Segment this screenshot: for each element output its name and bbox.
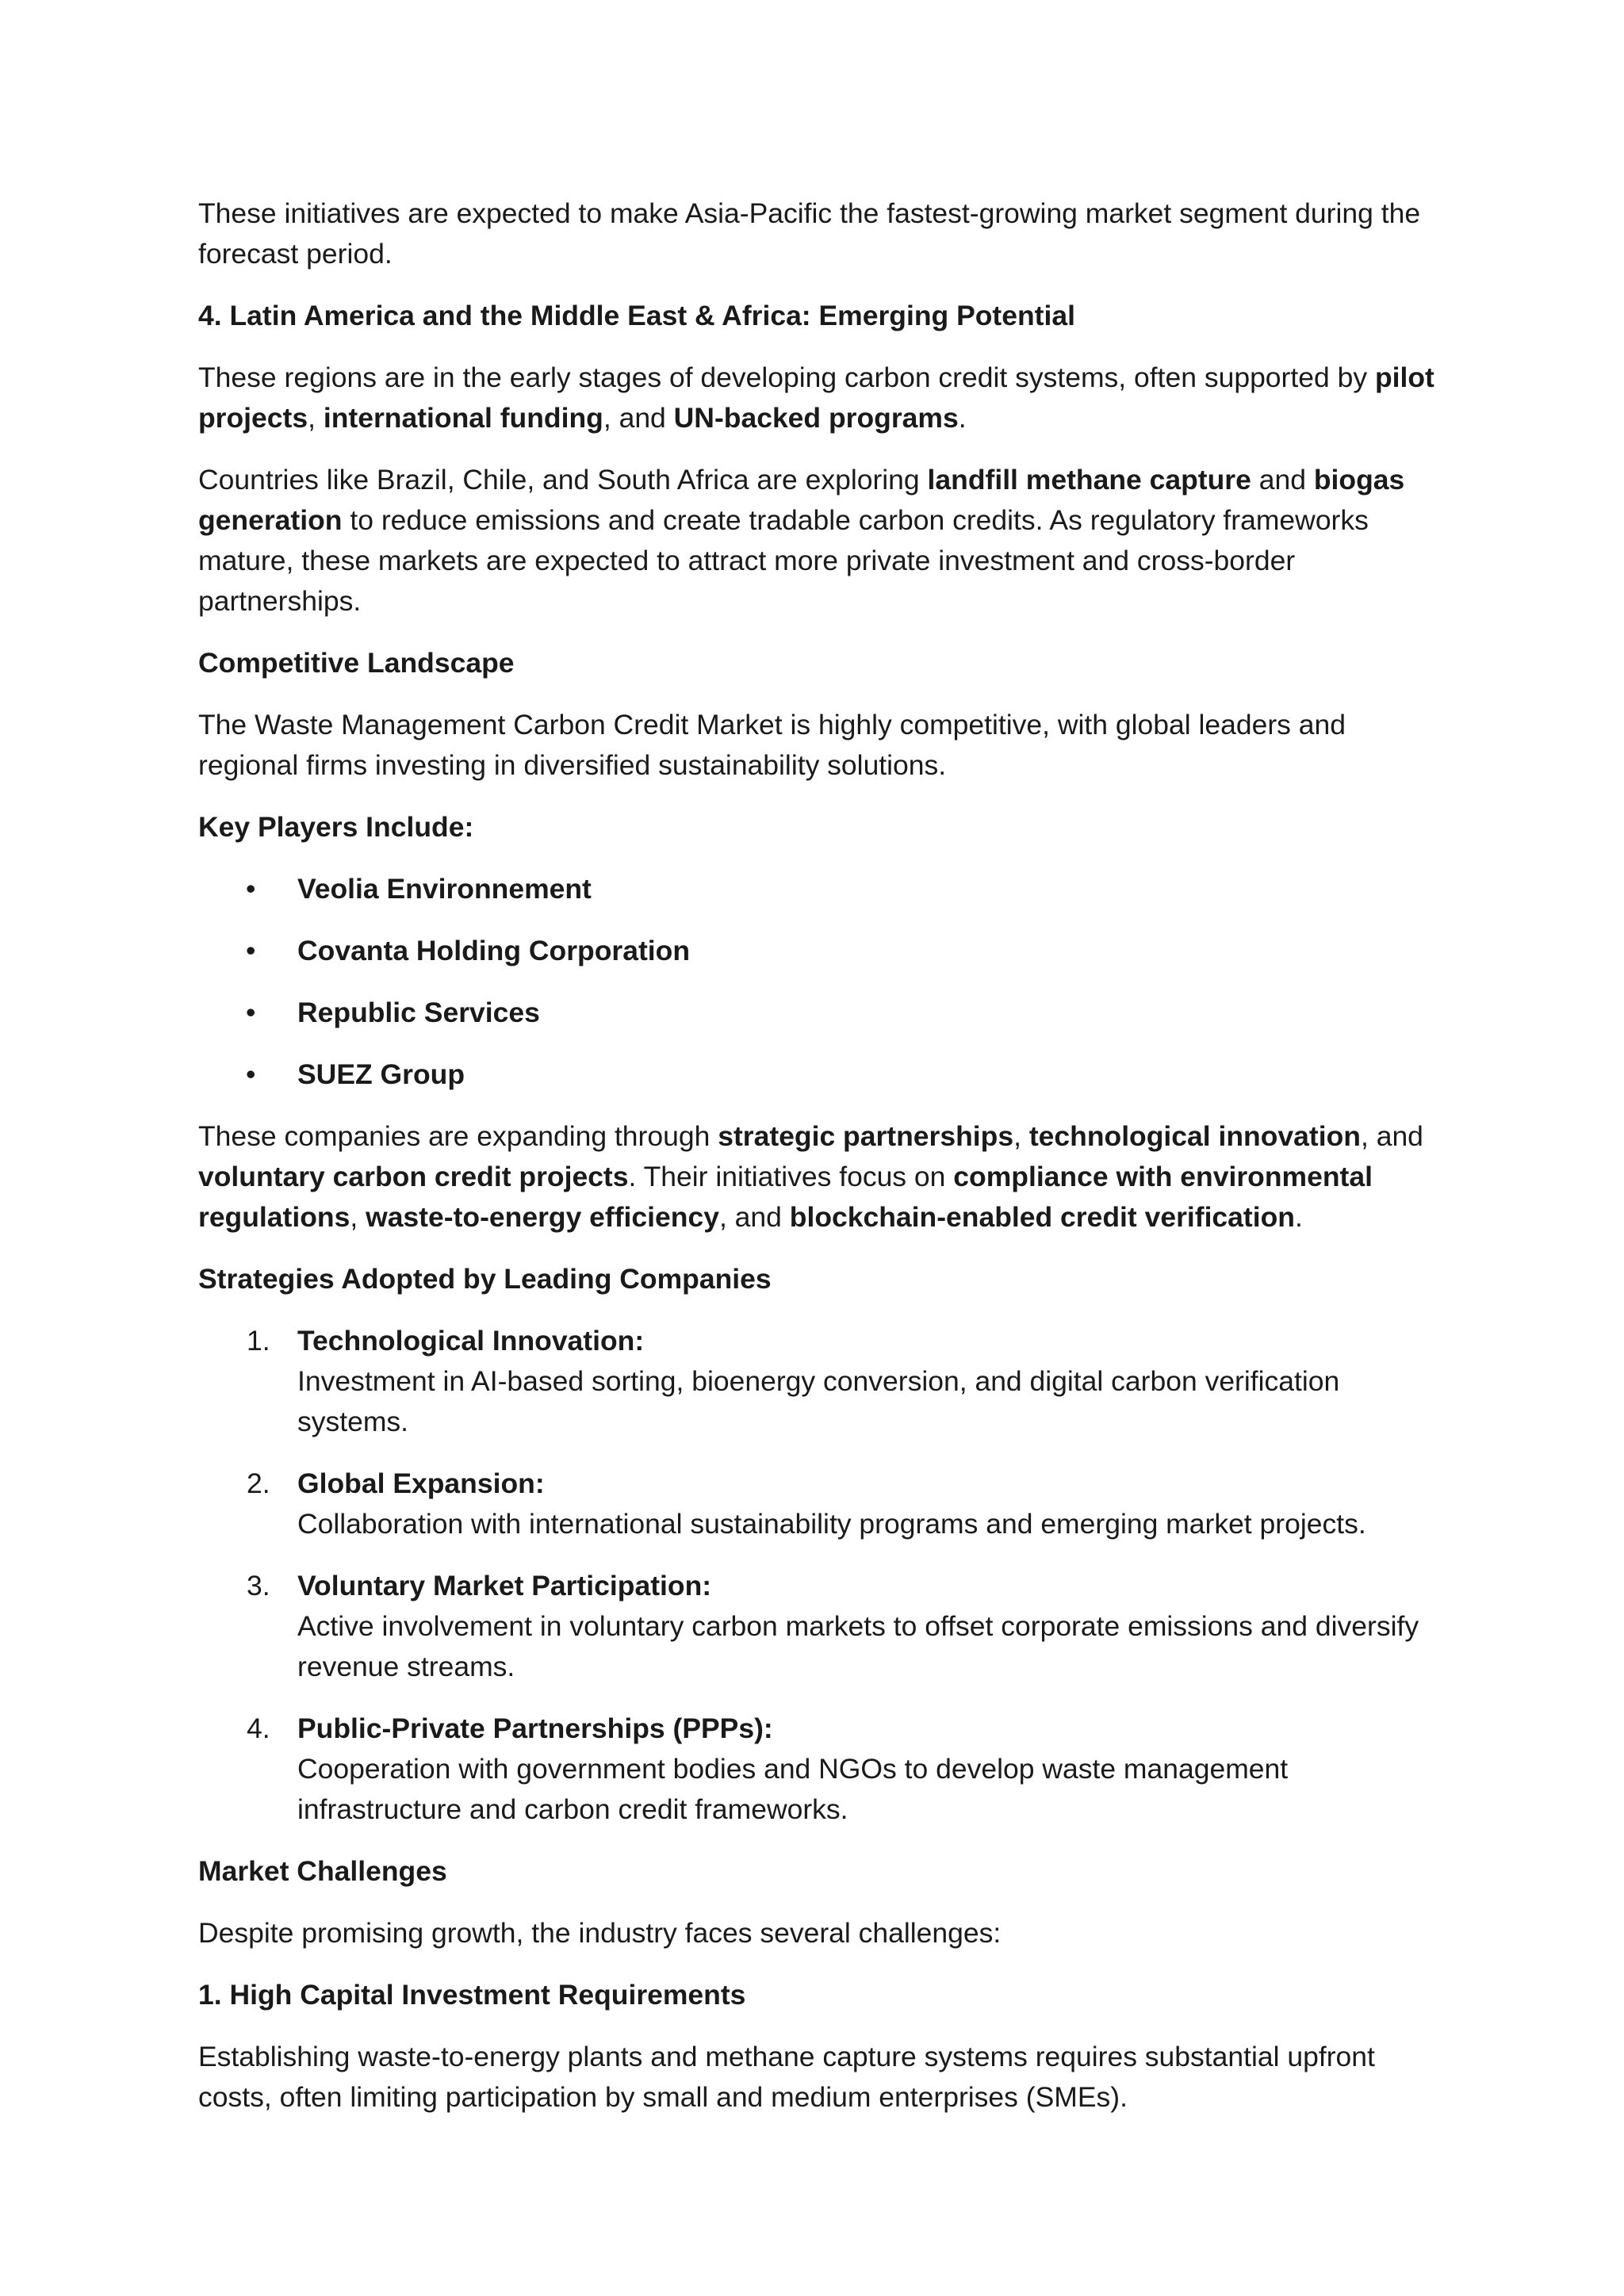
- paragraph-asia-pacific-outlook: These initiatives are expected to make Asia-Pacific the fastest-growing market segment during the forecast period.: [198, 197, 1421, 270]
- heading-competitive-landscape: Competitive Landscape: [198, 647, 515, 679]
- bullet-icon: •: [246, 935, 256, 966]
- strategy-title: Public-Private Partnerships (PPPs):: [297, 1712, 773, 1744]
- list-number: 2.: [247, 1468, 270, 1499]
- key-players-list: [198, 869, 1443, 1095]
- list-item: • SUEZ Group: [198, 1054, 1443, 1095]
- strategy-title: Technological Innovation:: [297, 1325, 645, 1357]
- list-item: [198, 1321, 1443, 1442]
- strategy-description: Active involvement in voluntary carbon markets to offset corporate emissions and diversify revenue streams.: [297, 1610, 1419, 1682]
- bold-voluntary-carbon-credit-projects: voluntary carbon credit projects: [198, 1161, 629, 1192]
- bold-technological-innovation: technological innovation: [1028, 1120, 1361, 1152]
- list-item: [198, 1464, 1443, 1544]
- strategy-description: Cooperation with government bodies and NGOs to develop waste management infrastructure and carbon credit frameworks.: [297, 1753, 1289, 1825]
- strategy-title: Global Expansion:: [297, 1468, 545, 1499]
- list-item: [198, 1709, 1443, 1830]
- bold-compliance-regulations: compliance with environmental regulations: [198, 1161, 1373, 1233]
- paragraph-capital-investment: Establishing waste-to-energy plants and methane capture systems requires substantial upfront costs, often limiting participation by small and medium enterprises (SMEs).: [198, 2041, 1375, 2113]
- paragraph-countries-exploring: Countries like Brazil, Chile, and South Africa are exploring landfill methane capture and biogas generation to reduce emissions and create tradable carbon credits. As regulatory frameworks mature, these markets are expected to attract more private investment and cross-border partnerships.: [198, 464, 1405, 617]
- list-item: • Veolia Environnement: [198, 869, 1443, 909]
- strategy-description: Investment in AI-based sorting, bioenergy conversion, and digital carbon verification systems.: [297, 1365, 1340, 1437]
- bullet-icon: •: [246, 1058, 256, 1090]
- bold-waste-to-energy-efficiency: waste-to-energy efficiency: [366, 1201, 719, 1233]
- bold-biogas-generation: biogas generation: [198, 464, 1405, 536]
- heading-key-players: Key Players Include:: [198, 811, 474, 843]
- paragraph-challenges-intro: Despite promising growth, the industry faces several challenges:: [198, 1917, 1002, 1949]
- bold-un-backed-programs: UN-backed programs: [673, 402, 959, 434]
- heading-strategies: Strategies Adopted by Leading Companies: [198, 1263, 772, 1295]
- list-number: 3.: [247, 1570, 270, 1601]
- bullet-icon: •: [246, 997, 256, 1028]
- list-item: [198, 1566, 1443, 1687]
- bold-blockchain-verification: blockchain-enabled credit verification: [789, 1201, 1295, 1233]
- strategy-description: Collaboration with international sustainability programs and emerging market projects.: [297, 1508, 1366, 1540]
- paragraph-latam-overview: These regions are in the early stages of developing carbon credit systems, often supported by pilot projects, international funding, and UN-backed programs.: [198, 362, 1434, 434]
- bullet-icon: •: [246, 873, 256, 905]
- list-item: • Covanta Holding Corporation: [198, 931, 1443, 971]
- list-number: 4.: [247, 1712, 270, 1744]
- bold-strategic-partnerships: strategic partnerships: [718, 1120, 1014, 1152]
- heading-latam-mea: 4. Latin America and the Middle East & Africa: Emerging Potential: [198, 300, 1075, 331]
- list-item: • Republic Services: [198, 993, 1443, 1033]
- heading-market-challenges: Market Challenges: [198, 1855, 447, 1887]
- heading-high-capital-investment: 1. High Capital Investment Requirements: [198, 1979, 746, 2011]
- list-number: 1.: [247, 1325, 270, 1357]
- paragraph-companies-expanding: These companies are expanding through strategic partnerships, technological innovation, and voluntary carbon credit projects. Their initiatives focus on compliance with environmental regulations, waste-to-energy efficiency, and blockchain-enabled credit verification.: [198, 1120, 1423, 1233]
- document-page: [198, 193, 1443, 2139]
- strategy-title: Voluntary Market Participation:: [297, 1570, 712, 1601]
- paragraph-competitive-landscape: The Waste Management Carbon Credit Market is highly competitive, with global leaders and regional firms investing in diversified sustainability solutions.: [198, 709, 1346, 781]
- bold-international-funding: international funding: [323, 402, 603, 434]
- bold-pilot-projects: pilot projects: [198, 362, 1434, 434]
- strategies-list: [198, 1321, 1443, 1830]
- bold-landfill-methane-capture: landfill methane capture: [927, 464, 1251, 496]
